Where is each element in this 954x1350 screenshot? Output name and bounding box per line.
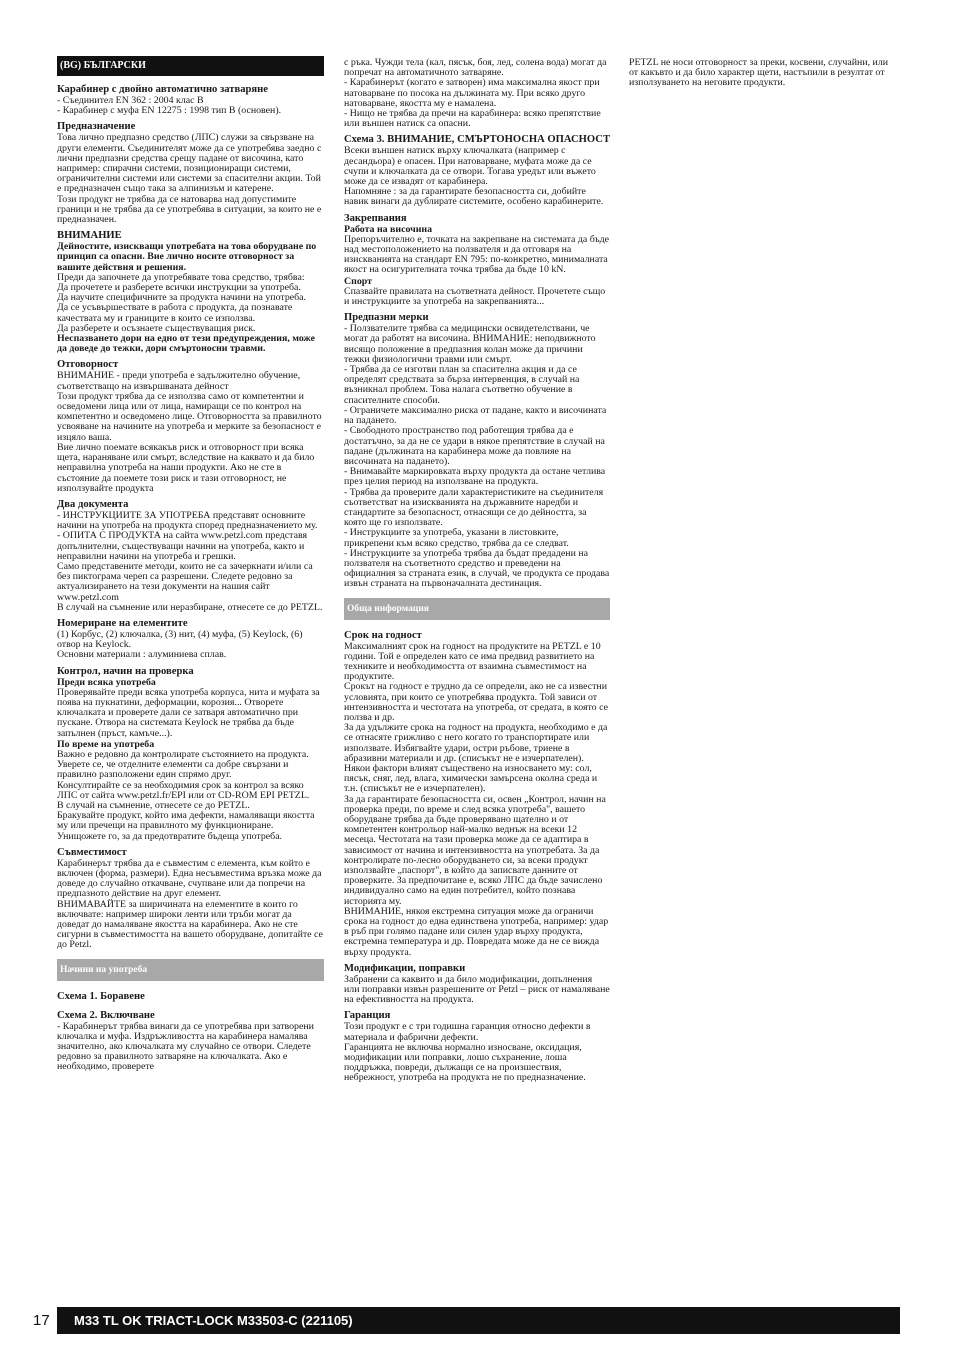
document-reference: M33 TL OK TRIACT-LOCK M33503-C (221105) [57, 1307, 900, 1334]
precautions-heading: Предпазни мерки [344, 312, 429, 324]
usage-section-bar: Начини на употреба [57, 959, 324, 981]
warranty-text: Този продукт е с три годишна гаранция относно дефекти в материала и фабрични дефекти. Гаранцията не включва нормално износване, оксидация, модификации или поправки, лошо съхранение, лоша поддръжка, повреди, дължащи се на произшествия, небрежност, употреба на продукта не по предназначение. [344, 1021, 591, 1084]
liability-text: PETZL не носи отговорност за преки, косвени, случайни, или от какъвто и да било характер щети, настъпили в резултат от използуването на неговите продукти. [629, 57, 889, 89]
warning-bold-text: Дейностите, изискващи употребата на това оборудване по принцип са опасни. Вие лично носите отговорност за вашите действия и решения. [57, 241, 317, 273]
scheme-3-text: Всеки външен натиск върху ключалката (например с десандьора) е опасен. При натоварване, муфата може да се счупи и ключалката да се отвори. Тогава уредът или въжето може да се извадят от карабинера. Напомняне : за да гарантирате безопасността си, добийте навик винаги да дублирате системите, особено карабинерите. [344, 145, 604, 208]
compatibility-text: Карабинерът трябва да е съвместим с елемента, към който е включен (форма, размери). Една несъвместима връзка може да доведе до случайно откачване, счупване или да попречи на предпазното действие на друг елемент. ВНИМАВАЙТЕ за ширичината на елементите в които го включвате: например широки ленти или тръби могат да доведат до намаляване якостта на карабинера. Ако не сте сигурни в съвместимостта на вашето оборудване, допитайте се до Petzl. [57, 857, 323, 951]
column-1 [57, 56, 324, 1073]
documents-heading: Два документа [57, 498, 129, 510]
general-info-bar: Обща информация [344, 598, 610, 620]
before-use-heading: Преди всяка употреба [57, 676, 156, 688]
column-2 [344, 58, 610, 1084]
warning-text: Преди да започнете да употребявате това средство, трябва: Да прочетете и разберете всички инструкции за употреба. Да научите специфичните за продукта начини на употреба. Да се усъвършествате в работа с продукта, да познавате качествата му и границите в които се използва. Да разберете и осъзнаете съществуващия риск. [57, 271, 307, 334]
warning-bold-text-2: Неспазването дори на едно от тези предупреждения, може да доведе до тежки, дори смъртоносни травми. [57, 333, 315, 355]
scheme-2-text: - Карабинерът трябва винаги да се употребява при затворени ключалка и муфа. Издръжливостта на карабинера намалява значително, ако ключалката му случайно се отвори. Следете редовно за правилното затваряне на ключалката. Ако е необходимо, проверете [57, 1020, 314, 1073]
scheme-3-heading: Схема 3. ВНИМАНИЕ, СМЪРТОНОСНА ОПАСНОСТ [344, 134, 611, 146]
scheme-2-heading: Схема 2. Включване [57, 1009, 155, 1021]
product-title: Карабинер с двойно автоматично затваряне [57, 84, 268, 95]
page-number: 17 [33, 1312, 50, 1329]
precautions-text: - Ползвателите трябва са медицински освидетелствани, че могат да работят на височина. ВНИМАНИЕ: неподвижното висящо положение в предпазния колан може да причини тежки физиологични травми или смърт. - Трябва да се изготви план за спасителна акция и да се определят средствата за бърза интервенция, в случай на възникнал проблем. Това налага съответно обучение в спасителните способи. - Ограничете максимално риска от падане, както и височината на падането. - Свободното пространство под работещия трябва да е достатъчно, за да не се удари в някое препятствие в случай на падане (дължината на карабинера може да повлияе на височината на падането). - Внимавайте маркировката върху продукта да остане четлива през целия период на използване на продукта. - Трябва да проверите дали характеристиките на съединителя съответстват на изискванията на държавните наредби и стандартите за безопасност, отнасящи се до дейността, за която ще го използвате. - Инструкциите за употреба, указани в листовките, прикрепени към всяко средство, трябва да се следват. - Инструкциите за употреба трябва да бъдат предадени на ползвателя на съответното средство и преведени на официалния за страната език, в случай, че продукта се продава извън страната на първоначалната дестинация. [344, 323, 610, 590]
before-use-text: Проверявайте преди всяка употреба корпуса, нита и муфата за поява на пукнатини, деформации, корозия... Отворете ключалката и проверете дали се затваря автоматично при пускане. Отвора на системата Keylock не трябва да бъде запълнен (пръст, камъче...). [57, 686, 320, 739]
warning-heading: ВНИМАНИЕ [57, 230, 122, 242]
anchors-heading: Закрепвания [344, 212, 407, 224]
numbering-heading: Номериране на елементите [57, 617, 188, 629]
documents-text: - ИНСТРУКЦИИТЕ ЗА УПОТРЕБА представят основните начини на употреба на продукта според предназначението му. - ОПИТА С ПРОДУКТА на сайта www.petzl.com представя допълнителни, съществуващи начини на употреба, както и неправилни начини на употреба и грешки. Само представените методи, които не са зачеркнати и/или са без пиктограма череп са разрешени. Следете редовно за актуализирането на тези документи на нашия сайт www.petzl.com В случай на съмнение или неразбиране, отнесете се до PETZL. [57, 509, 323, 613]
modifications-heading: Модификации, поправки [344, 962, 466, 974]
during-use-heading: По време на употреба [57, 738, 155, 750]
product-standards: - Съединител EN 362 : 2004 клас B - Карабинер с муфа EN 12275 : 1998 тип B (основен). [57, 95, 282, 117]
purpose-text: Това лично предпазно средство (ЛПС) служи за свързване на други елементи. Съединителят може да се употребява заедно с лични предпазни средства срещу падане от височина, като например: спирачни системи, позициониращи системи, ограничителни системи или системи за спасителни акции. Той е предназначен също така за алпинизъм и катерене. Този продукт не трябва да се натоварва над допустимите граници и не трябва да се употребява в ситуации, за които не е предназначен. [57, 132, 322, 226]
page-footer [0, 1307, 954, 1334]
work-at-height-text: Препоръчително е, точката на закрепване на системата да бъде над местоположението на ползвателя и да отговаря на изискванията на стандарт EN 795: по-конкретно, минималната якост на осигурителната точка трябва да бъде 10 kN. [344, 233, 610, 276]
scheme-1-heading: Схема 1. Боравене [57, 990, 145, 1002]
warranty-heading: Гаранция [344, 1010, 391, 1022]
during-use-text: Важно е редовно да контролирате състоянието на продукта. Уверете се, че отделните елементи са добре свързани и правилно разположени един спрямо друг. Консултирайте се за необходимия срок за контрол за всяко ЛПС от сайта www.petzl.fr/EPI или от CD-ROM EPI PETZL. В случай на съмнение, отнесете се до PETZL. Бракувайте продукт, който има дефекти, намаляващи якостта му или пречещи на правилното му функциониране. Унищожете го, за да предотвратите бъдеща употреба. [57, 748, 315, 842]
sport-text: Спазвайте правилата на съответната дейност. Прочетете също и инструкциите за употреба на закрепванията... [344, 285, 606, 308]
purpose-heading: Предназначение [57, 121, 136, 133]
numbering-text: (1) Корбус, (2) ключалка, (3) нит, (4) муфа, (5) Keylock, (6) отвор на Keylock. Основни материали : алуминиева сплав. [57, 628, 303, 661]
responsibility-text: ВНИМАНИЕ - преди употреба е задължително обучение, съответстващо на извършваната дейност Този продукт трябва да се използва само от компетентни и осведомени лица или от лица, намиращи се по контрол на компетентно и осведомено лице. Отговорността за правилното усвояване на начините на употреба и мерките за безопасност е изцяло ваша. Вие лично поемате всякакъв риск и отговорност при всяка щета, нараняване или смърт, вследствие на каквато и да било неправилна употреба на наши продукти. Ако не сте в състояние да поемете този риск и тази отговорност, не използувайте продукта [57, 370, 322, 494]
responsibility-heading: Отговорност [57, 359, 119, 371]
control-heading: Контрол, начин на проверка [57, 665, 194, 677]
language-header: (BG) БЪЛГАРСКИ [57, 56, 324, 76]
lifetime-heading: Срок на годност [344, 629, 422, 641]
compatibility-heading: Съвместимост [57, 846, 127, 858]
sport-heading: Спорт [344, 275, 372, 287]
scheme-2-continued-text: с ръка. Чужди тела (кал, пясък, боя, лед, солена вода) могат да попречат на автоматичното затваряне. - Карабинерът (когато е затворен) има максимална якост при натоварване по посока на дължината му. При всяко друго натоварване, якостта му е намалена. - Нищо не трябва да пречи на карабинера: всяко препятствие или външен натиск са опасни. [344, 57, 607, 130]
lifetime-text: Максималният срок на годност на продуктите на PETZL е 10 години. Той е определен като се има предвид развитието на техниките и необходимостта от взаимна съвместимост на продуктите. Срокът на годност е трудно да се определи, ако не са известни условията, при които се употребява продукта. Той зависи от интензивността и честотата на употреба, от средата, в която се ползва и др. За да удължите срока на годност на продукта, необходимо е да се отнасяте грижливо с него когато го транспортирате или използвате. Избягвайте удари, остри ръбове, триене в абразивни материали и др. (списъкът не е изчерпателен). Някои фактори влияят съществено на износването му: сол, пясък, сняг, лед, влага, химически замърсена околна среда и т.н. (списъкът не е изчерпателен). За да гарантирате безопасността си, освен „Контрол, начин на проверка преди, по време и след всяка употреба", вашето оборудване трябва да бъде проверявано щателно и от компетентен контрольор най-малко веднъж на всеки 12 месеца. Честотата на тази проверка може да се адаптира в зависимост от начина и интензивността на употребата. За да контролирате по-лесно оборудването си, за всеки продукт използвайте „паспорт", в който да записвате данните от проверките. За предпочитане е, всяко ЛПС да бъде зачислено индивидуално само на един потребител, който познава историята му. ВНИМАНИЕ, някоя екстремна ситуация може да ограничи срока на годност до една единствена употреба, например: удар в ръб при голямо падане или силен удар върху продукта, екстремна температура и др. Повредата може да не се вижда върху продукта. [344, 640, 609, 958]
modifications-text: Забранени са каквито и да било модификации, допълнения или поправки извън разрешените от Petzl – риск от намаляване на ефективността на продукта. [344, 973, 610, 1006]
column-3 [629, 58, 899, 89]
work-at-height-heading: Работа на височина [344, 223, 433, 235]
